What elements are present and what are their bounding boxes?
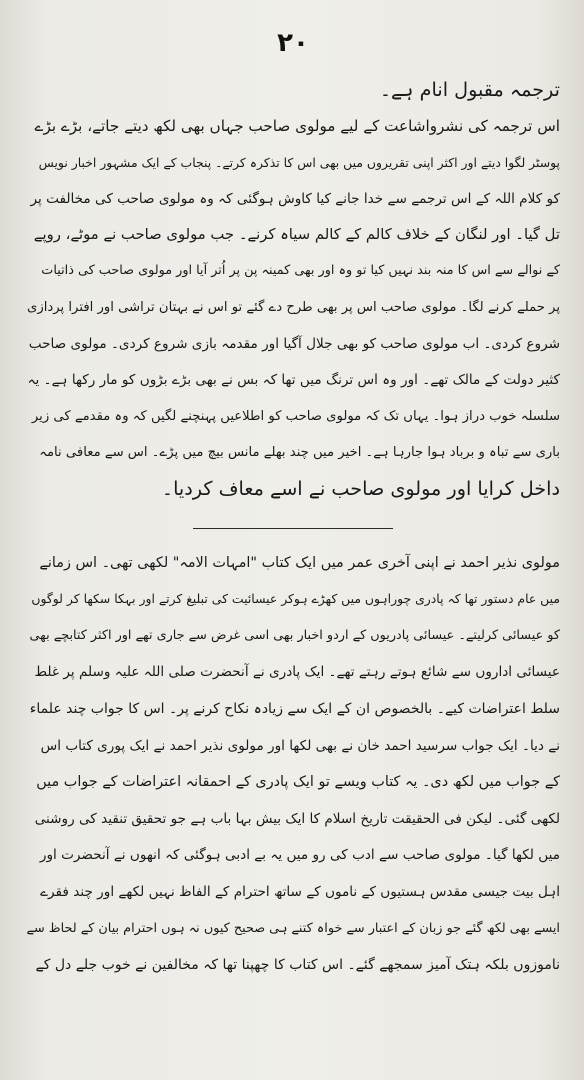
text-line: عیسائی اداروں سے شائع ہوتے رہتے تھے۔ ایک پادری نے آنحضرت صلی اللہ علیہ وسلم پر غلط <box>34 664 560 681</box>
text-line: ایسے بھی لکھ گئے جو زبان کے اعتبار سے خواہ کتنے ہی صحیح کیوں نہ ہوں احترام بیان کے لحاظ سے <box>26 920 560 936</box>
text-line: سلط اعتراضات کیے۔ بالخصوص ان کے ایک سے زیادہ نکاح کرنے پر۔ اس کا جواب چند علماء <box>29 700 560 717</box>
text-line: کو کلام اللہ کے اس ترجمے سے خدا جانے کیا کاوش ہوگئی کہ وہ مولوی صاحب کی مخالفت پر <box>30 190 560 207</box>
text-line: پر حملے کرنے لگا۔ مولوی صاحب اس پر بھی طرح دے گئے تو اس نے بہتان تراشی اور افترا پردازی <box>27 299 560 315</box>
paragraph-translation-controversy <box>26 72 560 508</box>
page-number: ۲۰ <box>277 28 309 58</box>
text-line: کثیر دولت کے مالک تھے۔ اور وہ اس ترنگ میں تھا کہ بس نے بھی بڑے بڑوں کو مار رکھا ہے۔ یہ <box>27 372 560 389</box>
text-line: کے نوالے سے اس کا منہ بند نہیں کیا تو وہ اور بھی کمینہ پن پر اُتر آیا اور مولوی صاحب کی ذاتیات <box>41 263 560 279</box>
text-line: لکھی گئی۔ لیکن فی الحقیقت تاریخ اسلام کا ایک بیش بہا باب ہے جو تحقیق تنقید کی روشنی <box>34 810 560 827</box>
text-line: ناموزوں بلکہ ہتک آمیز سمجھے گئے۔ اس کتاب کا چھپنا تھا کہ مخالفین نے خوب جلے دل کے <box>35 957 560 974</box>
text-line: اس ترجمہ کی نشرواشاعت کے لیے مولوی صاحب جہاں بھی لکھ دیتے جاتے، بڑے بڑے <box>34 117 560 136</box>
text-line: تل گیا۔ اور لنگان کے خلاف کالم کے کالم سیاہ کرنے۔ جب مولوی صاحب نے موٹے، روپے <box>33 226 560 244</box>
text-line: مولوی نذیر احمد نے اپنی آخری عمر میں ایک کتاب "امہات الامہ" لکھی تھی۔ اس زمانے <box>39 554 560 571</box>
paragraph-ummahat-ul-umma <box>26 545 560 984</box>
text-line: میں عام دستور تھا کہ پادری چوراہوں میں کھڑے ہوکر عیسائیت کی تبلیغ کرتے اور بہکا سکھا کر لوگوں <box>31 591 560 607</box>
text-line: میں لکھا گیا۔ مولوی صاحب سے ادب کی رو میں یہ بے ادبی ہوگئی کہ انھوں نے آنحضرت اور <box>39 847 560 864</box>
text-line: کے جواب میں لکھ دی۔ یہ کتاب ویسے تو ایک پادری کے احمقانہ اعتراضات کے جواب میں <box>36 774 560 791</box>
text-line: ترجمہ مقبول انام ہے۔ <box>379 78 560 101</box>
text-line: شروع کردی۔ اب مولوی صاحب کو بھی جلال آگیا اور مقدمہ بازی شروع کردی۔ مولوی صاحب <box>28 336 560 353</box>
text-line: باری سے تباہ و برباد ہوا جارہا ہے۔ اخیر میں چند بھلے مانس بیچ میں پڑے۔ اس سے معافی نامہ <box>39 444 560 460</box>
text-line: سلسلہ خوب دراز ہوا۔ یہاں تک کہ مولوی صاحب کو اطلاعیں پہنچنے لگیں کہ وہ مقدمے کی زیر <box>31 408 560 424</box>
text-line: نے دیا۔ ایک جواب سرسید احمد خان نے بھی لکھا اور مولوی نذیر احمد نے ایک پوری کتاب اس <box>40 737 560 754</box>
text-line: کو عیسائی کرلیتے۔ عیسائی پادریوں کے اردو اخبار بھی اسی غرض سے جاری تھے اور اکثر کتابچے بھی <box>29 627 560 643</box>
section-divider <box>193 528 393 529</box>
text-line: داخل کرایا اور مولوی صاحب نے اسے معاف کردیا۔ <box>161 477 560 501</box>
text-line: اہل بیت جیسی مقدس ہستیوں کے ناموں کے ساتھ احترام کے الفاظ نہیں لکھے اور چند فقرے <box>40 883 560 900</box>
text-line: پوسٹر لگوا دیتے اور اکثر اپنی تقریروں میں بھی اس کا تذکرہ کرتے۔ پنجاب کے ایک مشہور اخبار نویس <box>38 154 560 170</box>
